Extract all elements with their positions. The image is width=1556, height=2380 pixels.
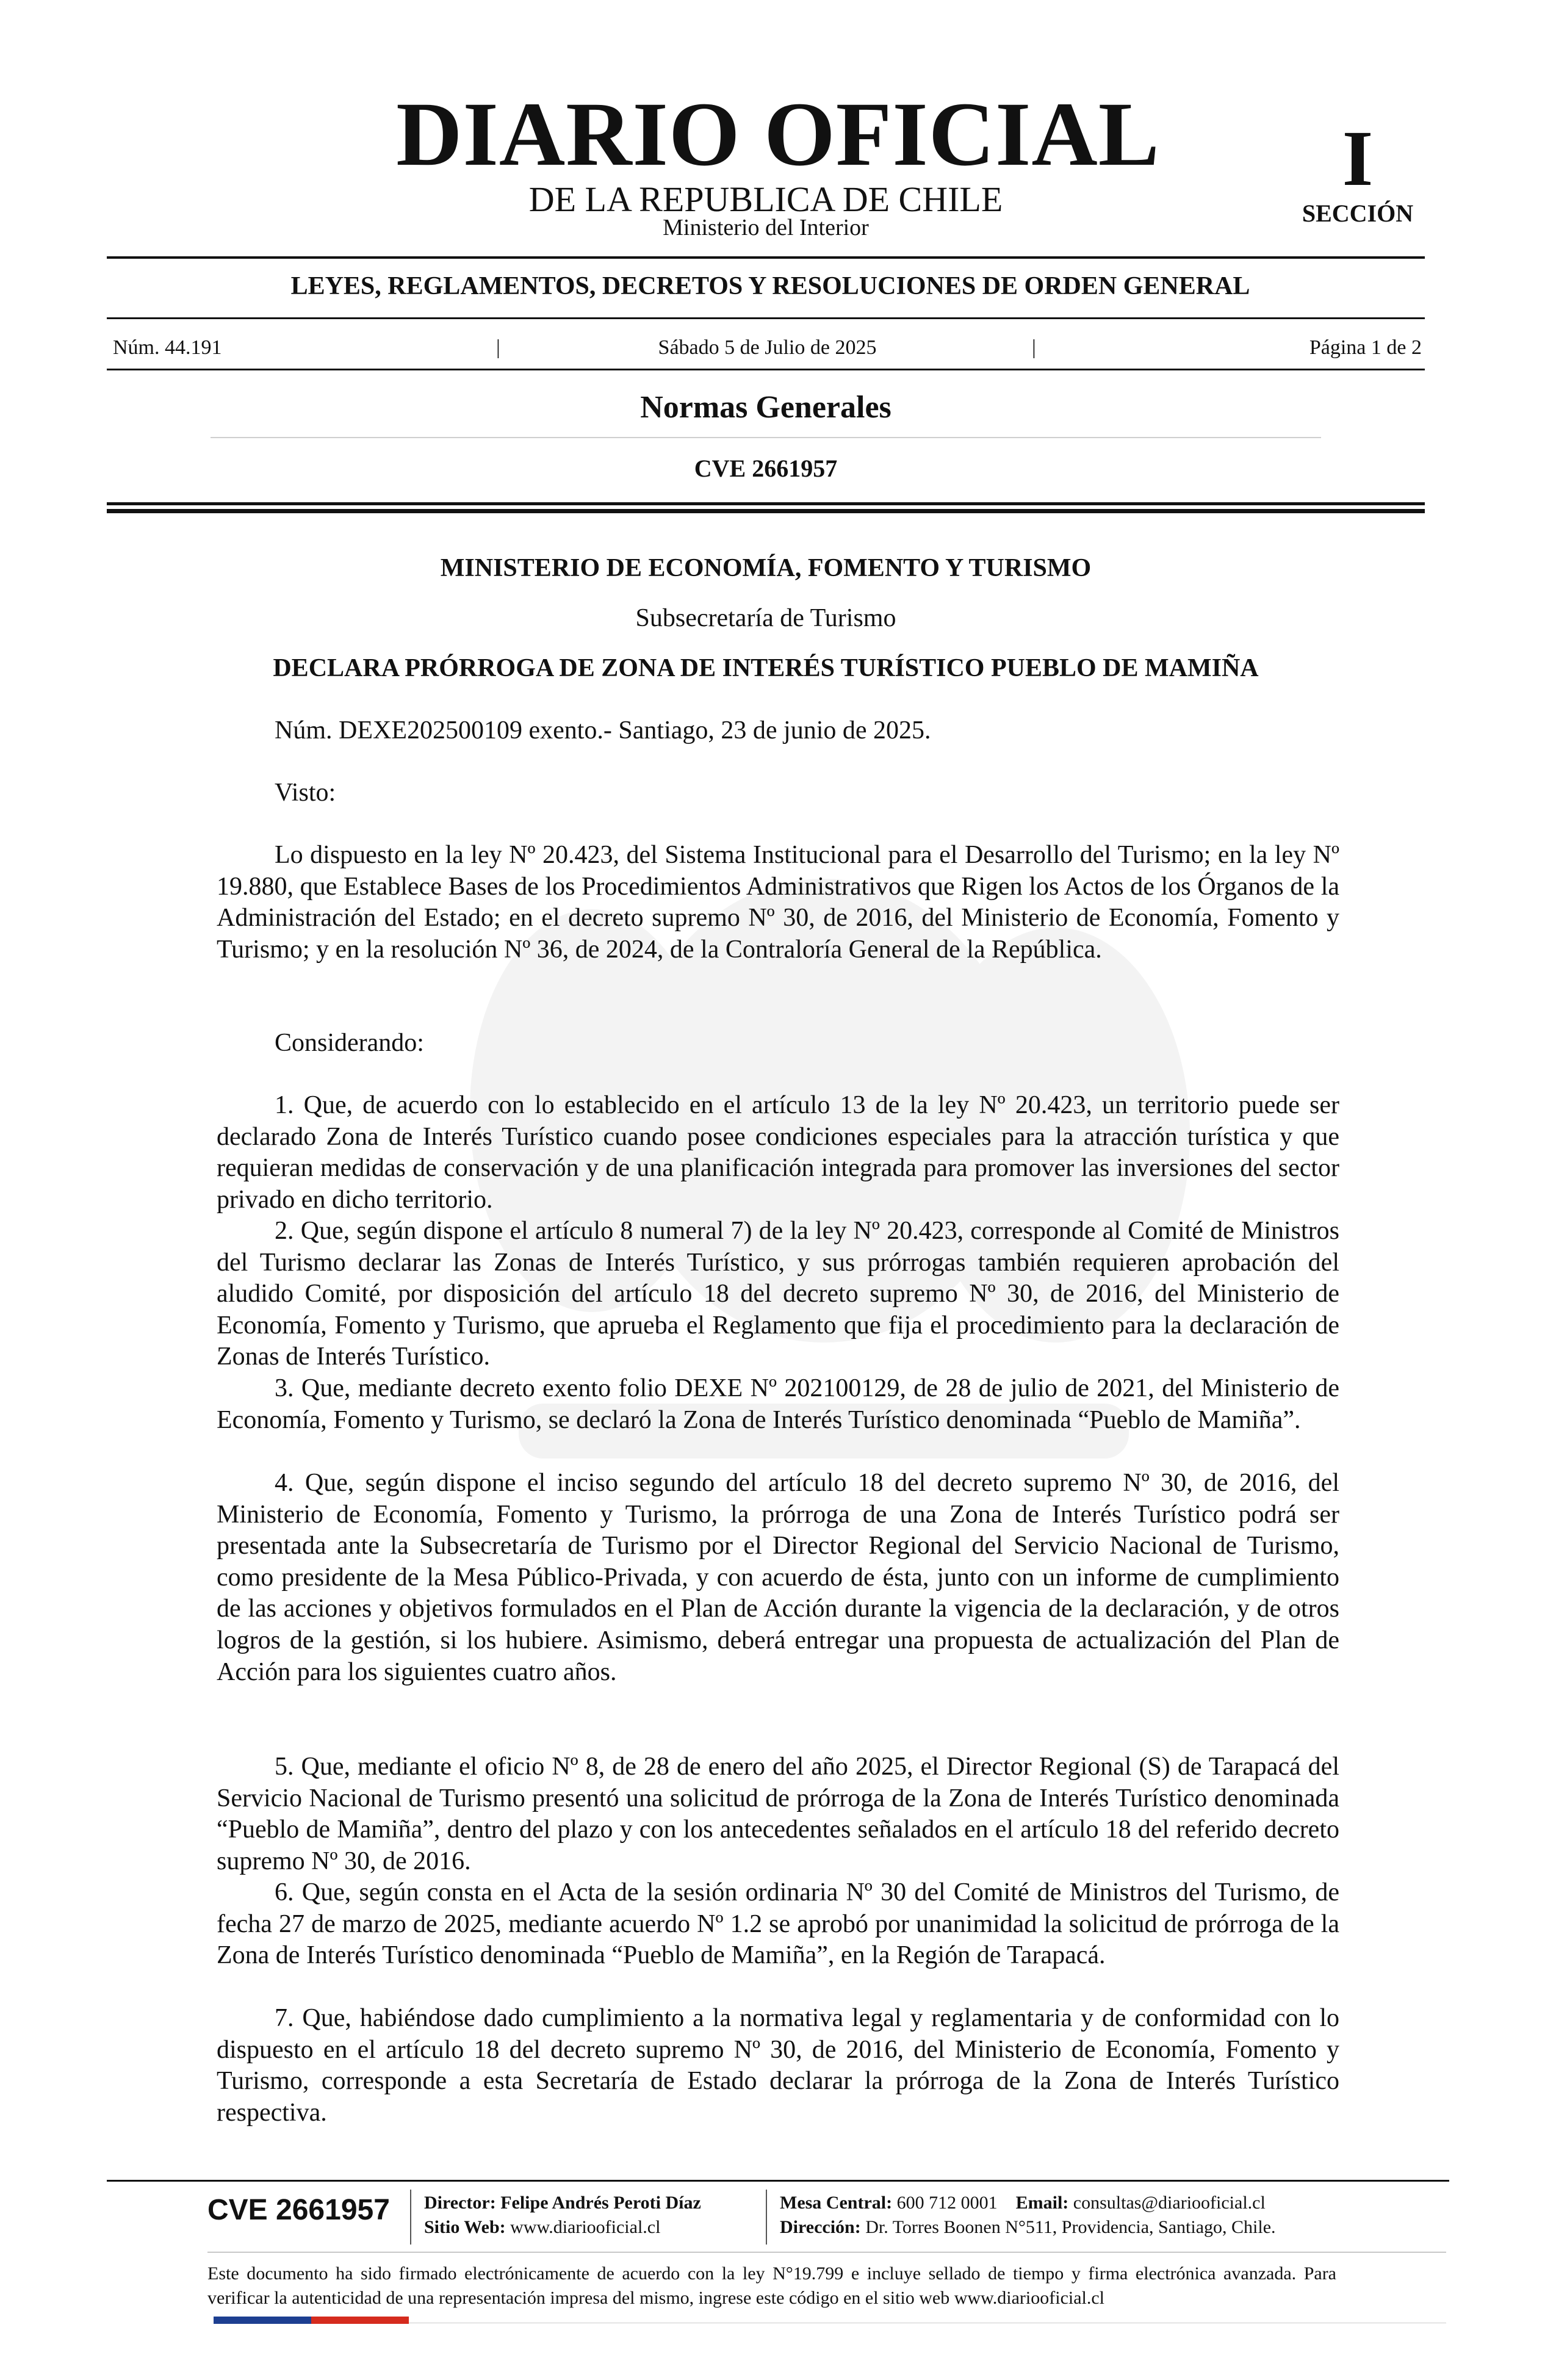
issue-row — [113, 336, 1422, 360]
visto-heading: Visto: — [275, 779, 336, 807]
masthead-subtitle: DE LA REPUBLICA DE CHILE — [528, 179, 1003, 219]
considerando-item: 6. Que, según consta en el Acta de la sesión ordinaria Nº 30 del Comité de Ministros del Turismo, de fecha 27 de marzo de 2025, mediante acuerdo Nº 1.2 se aprobó por unanimidad la solicitud de prórroga de la Zona de Interés Turístico denominada “Pueblo de Mamiña”, en la Región de Tarapacá. — [217, 1878, 1339, 1970]
decree-number-line: Núm. DEXE202500109 exento.- Santiago, 23 de junio de 2025. — [275, 716, 931, 745]
email-label: Email: — [1015, 2193, 1069, 2213]
visto-paragraph: Lo dispuesto en la ley Nº 20.423, del Sistema Institucional para el Desarrollo del Turismo; en la ley Nº 19.880, que Establece Bases de los Procedimientos Administrativos que Rigen los Actos de los Órganos de la Administración del Estado; en el decreto supremo Nº 30, de 2016, del Ministerio de Economía, Fomento y Turismo; y en la resolución Nº 36, de 2024, de la Contraloría General de la República. — [217, 841, 1339, 964]
phone-value: 600 712 0001 — [896, 2193, 998, 2213]
director-label: Director: — [424, 2193, 496, 2213]
decree-title: DECLARA PRÓRROGA DE ZONA DE INTERÉS TURÍSTICO PUEBLO DE MAMIÑA — [273, 654, 1259, 682]
considerando-item: 1. Que, de acuerdo con lo establecido en el artículo 13 de la ley Nº 20.423, un territorio puede ser declarado Zona de Interés Turístico cuando posee condiciones especiales para la atracción turística y que requieran medidas de conservación y de una planificación integrada para promover las inversiones del sector privado en dicho territorio. — [217, 1091, 1339, 1214]
web-label: Sitio Web: — [424, 2217, 506, 2237]
footer-rule — [107, 2180, 1449, 2182]
issue-number: Núm. 44.191 — [113, 336, 222, 359]
double-rule-top — [107, 502, 1425, 505]
considerando-item: 2. Que, según dispone el artículo 8 numeral 7) de la ley Nº 20.423, corresponde al Comité de Ministros del Turismo declarar las Zonas de Interés Turístico, y sus prórrogas también requieren aprobación del aludido Comité, por disposición del artículo 18 del decreto supremo Nº 30, de 2016, del Ministerio de Economía, Fomento y Turismo, que aprueba el Reglamento que fija el procedimiento para la declaración de Zonas de Interés Turístico. — [217, 1217, 1339, 1371]
footer-cve: CVE 2661957 — [207, 2194, 390, 2226]
section-title: Normas Generales — [640, 390, 891, 425]
director-value: Felipe Andrés Peroti Díaz — [500, 2193, 701, 2213]
issue-date: Sábado 5 de Julio de 2025 — [658, 336, 877, 359]
considerando-item: 4. Que, según dispone el inciso segundo del artículo 18 del decreto supremo Nº 30, de 2016, del Ministerio de Economía, Fomento y Turismo, la prórroga de una Zona de Interés Turístico podrá ser presentada ante la Subsecretaría de Turismo por el Director Regional del Servicio Nacional de Turismo, como presidente de la Mesa Público-Privada, y con acuerdo de ésta, junto con un informe de cumplimiento de las acciones y objetivos formulados en el Plan de Acción durante la vigencia de la declaración, y de otros logros de la gestión, si los hubiere. Asimismo, deberá entregar una propuesta de actualización del Plan de Acción para los siguientes cuatro años. — [217, 1469, 1339, 1686]
footer-contact-block — [780, 2191, 1276, 2240]
phone-label: Mesa Central: — [780, 2193, 893, 2213]
issue-rule — [107, 369, 1425, 370]
considerando-heading: Considerando: — [275, 1029, 424, 1057]
considerando-item: 5. Que, mediante el oficio Nº 8, de 28 de enero del año 2025, el Director Regional (S) de Tarapacá del Servicio Nacional de Turismo presentó una solicitud de prórroga de la Zona de Interés Turístico denominada “Pueblo de Mamiña”, dentro del plazo y con los antecedentes señalados en el artículo 18 del referido decreto supremo Nº 30, de 2016. — [217, 1753, 1339, 1875]
ministry-heading: MINISTERIO DE ECONOMÍA, FOMENTO Y TURISMO — [440, 554, 1092, 582]
subsecretaria-heading: Subsecretaría de Turismo — [635, 604, 896, 632]
web-link[interactable]: www.diariooficial.cl — [510, 2217, 661, 2237]
footer-separator — [410, 2190, 411, 2245]
issue-page: Página 1 de 2 — [1309, 336, 1422, 359]
address-label: Dirección: — [780, 2217, 861, 2237]
banner-rule — [107, 317, 1425, 319]
flag-stripe-red — [311, 2317, 409, 2324]
cve-code: CVE 2661957 — [694, 455, 838, 482]
email-link[interactable]: consultas@diariooficial.cl — [1073, 2193, 1266, 2213]
section-label: SECCIÓN — [1302, 200, 1414, 227]
address-value: Dr. Torres Boonen N°511, Providencia, Santiago, Chile. — [865, 2217, 1276, 2237]
issue-separator: | — [496, 336, 500, 359]
footer-legal-note: Este documento ha sido firmado electrónicamente de acuerdo con la ley N°19.799 e incluye sellado de tiempo y firma electrónica avanzada. Para verificar la autenticidad de una representación impresa del mismo, ingrese este código en el sitio web www.diariooficial.cl — [207, 2263, 1336, 2308]
footer-separator — [766, 2190, 767, 2245]
banner: LEYES, REGLAMENTOS, DECRETOS Y RESOLUCIONES DE ORDEN GENERAL — [290, 272, 1250, 300]
considerando-item: 3. Que, mediante decreto exento folio DEXE Nº 202100129, de 28 de julio de 2021, del Ministerio de Economía, Fomento y Turismo, se declaró la Zona de Interés Turístico denominada “Pueblo de Mamiña”. — [217, 1374, 1339, 1434]
section-number: I — [1342, 115, 1374, 203]
double-rule-bottom — [107, 509, 1425, 513]
considerando-item: 7. Que, habiéndose dado cumplimiento a la normativa legal y reglamentaria y de conformidad con lo dispuesto en el artículo 18 del decreto supremo Nº 30, de 2016, del Ministerio de Economía, Fomento y Turismo, corresponde a esta Secretaría de Estado declarar la prórroga de la Zona de Interés Turístico respectiva. — [217, 2004, 1339, 2127]
issue-separator: | — [1032, 336, 1036, 359]
header-rule — [107, 256, 1425, 259]
masthead-ministry: Ministerio del Interior — [663, 215, 869, 240]
footer-director-block — [424, 2191, 701, 2240]
section-divider — [211, 437, 1321, 438]
flag-stripe-blue — [214, 2317, 311, 2324]
masthead-title: DIARIO OFICIAL — [396, 84, 1160, 185]
